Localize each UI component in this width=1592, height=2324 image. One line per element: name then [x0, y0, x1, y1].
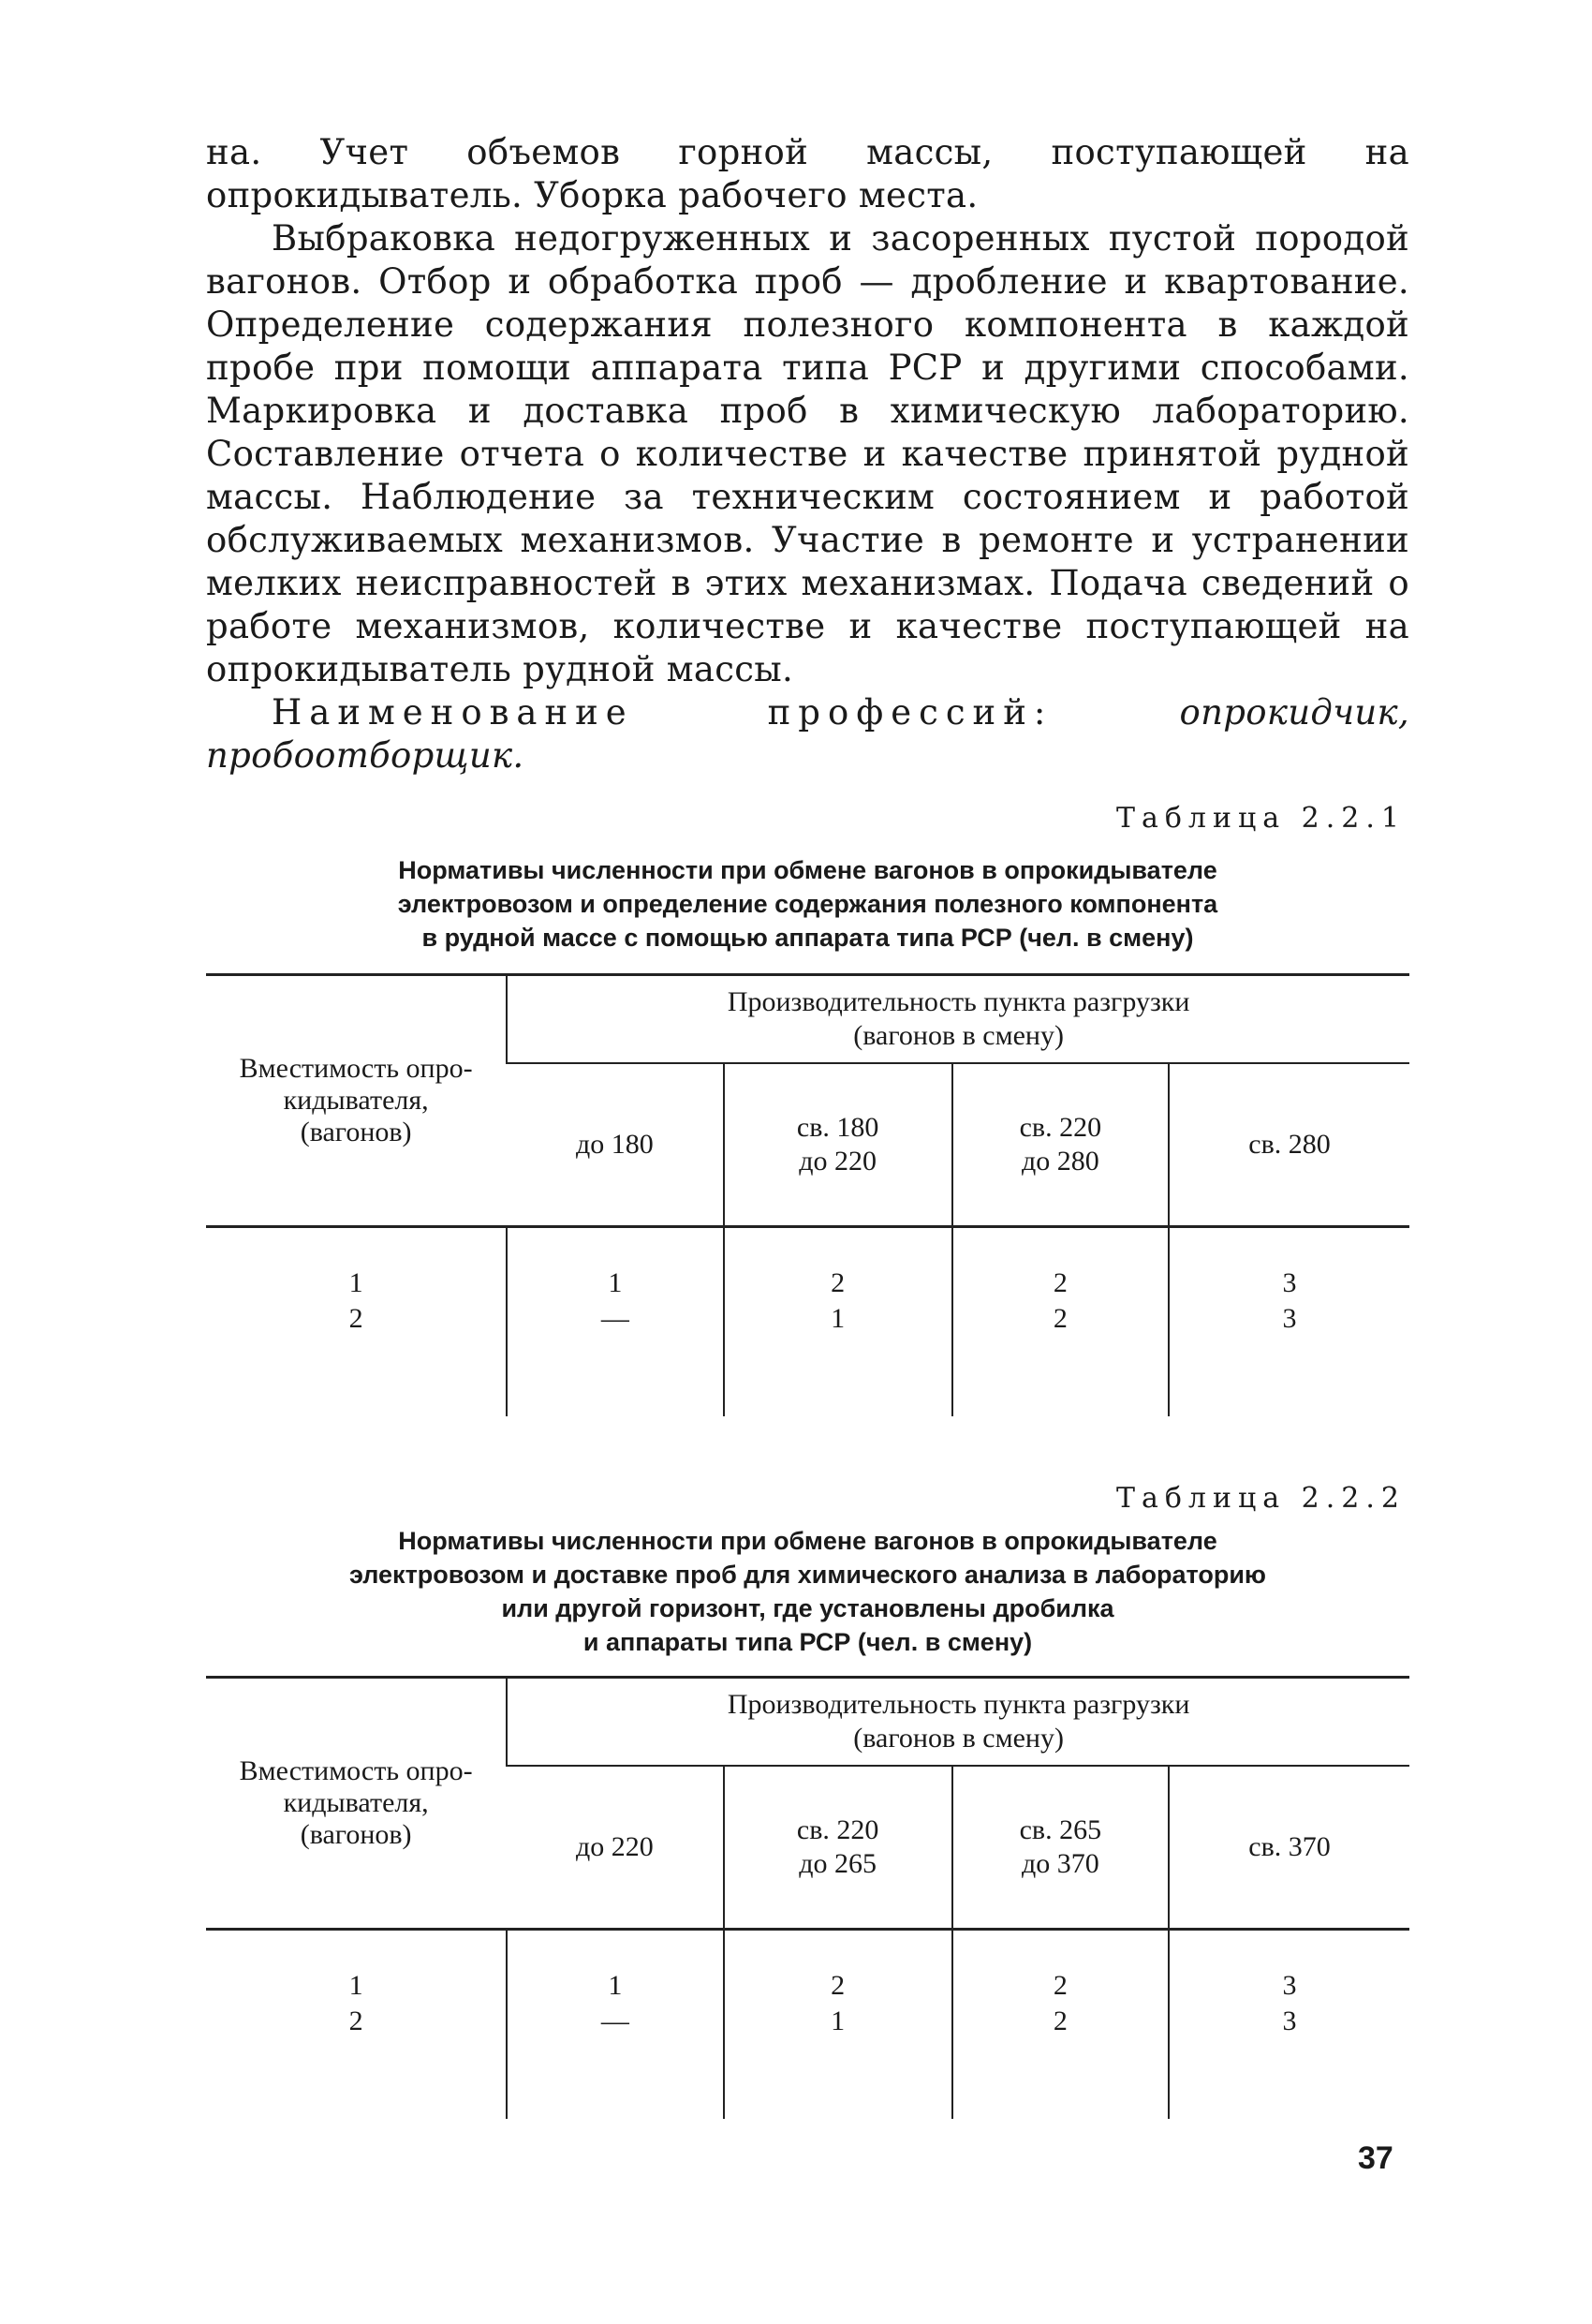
column-header: св. 280	[1169, 1063, 1409, 1227]
table-title	[206, 853, 1409, 955]
norms-table	[206, 973, 1409, 1416]
table-cell: 2 1	[724, 1930, 952, 2120]
table-2-2-2-block	[206, 1482, 1409, 2119]
page-number: 37	[1358, 2140, 1393, 2176]
table-cell: 2 2	[952, 1930, 1169, 2120]
document-page	[206, 131, 1409, 2119]
table-cell: 2 2	[952, 1227, 1169, 1417]
column-header: до 180	[576, 1129, 654, 1160]
table-title	[206, 1524, 1409, 1659]
column-header: св. 370	[1169, 1766, 1409, 1930]
table-cell: 1 2	[206, 1227, 507, 1417]
productivity-header: Производительность пункта разгрузки (вагонов в смену)	[507, 1678, 1409, 1767]
capacity-header: Вместимость опро- кидывателя, (вагонов)	[206, 975, 507, 1227]
norms-table	[206, 1676, 1409, 2119]
column-header: до 220	[576, 1831, 654, 1862]
productivity-header: Производительность пункта разгрузки (вагонов в смену)	[507, 975, 1409, 1064]
table-title-line: электровозом и доставке проб для химического анализа в лабораторию	[349, 1561, 1266, 1589]
intro-paragraph-1: на. Учет объемов горной массы, поступающей на опрокидыватель. Уборка рабочего места.	[206, 132, 1409, 215]
column-header: св. 220 до 265	[724, 1766, 952, 1930]
table-cell: 2 1	[724, 1227, 952, 1417]
professions-label: Наименование профессий:	[272, 692, 1054, 733]
intro-paragraph-2: Выбраковка недогруженных и засоренных пустой породой вагонов. Отбор и обработка проб — дробление и квартование. Определение содержания полезного компонента в каждой пробе при помощи аппарата типа РСР и другими способами. Маркировка и доставка проб в химическую лабораторию. Составление отчета о количестве и качестве принятой рудной массы. Наблюдение за техническим состоянием и работой обслуживаемых механизмов. Участие в ремонте и устранении мелких неисправностей в этих механизмах. Подача сведений о работе механизмов, количестве и качестве поступающей на опрокидыватель рудной массы.	[206, 218, 1409, 689]
professions-line	[206, 691, 1409, 777]
table-cell: 3 3	[1169, 1930, 1409, 2120]
table-title-line: и аппараты типа РСР (чел. в смену)	[582, 1628, 1033, 1656]
table-label: Таблица 2.2.1	[1115, 802, 1406, 835]
table-cell: 1 —	[507, 1227, 723, 1417]
table-label: Таблица 2.2.2	[1115, 1482, 1406, 1515]
professions-list: опрокидчик, пробоотборщик.	[206, 692, 1409, 776]
capacity-header: Вместимость опро- кидывателя, (вагонов)	[206, 1678, 507, 1930]
table-cell: 1 —	[507, 1930, 723, 2120]
table-title-line: Нормативы численности при обмене вагонов в опрокидывателе	[398, 856, 1217, 884]
column-header: св. 220 до 280	[952, 1063, 1169, 1227]
table-title-line: в рудной массе с помощью аппарата типа РСР (чел. в смену)	[421, 924, 1194, 952]
table-title-line: электровозом и определение содержания полезного компонента	[397, 890, 1218, 918]
column-header: св. 180 до 220	[724, 1063, 952, 1227]
table-2-2-1-block	[206, 802, 1409, 1416]
table-title-line: или другой горизонт, где установлены дробилка	[501, 1594, 1114, 1622]
table-title-line: Нормативы численности при обмене вагонов в опрокидывателе	[398, 1527, 1217, 1555]
table-cell: 3 3	[1169, 1227, 1409, 1417]
column-header: св. 265 до 370	[952, 1766, 1169, 1930]
table-cell: 1 2	[206, 1930, 507, 2120]
